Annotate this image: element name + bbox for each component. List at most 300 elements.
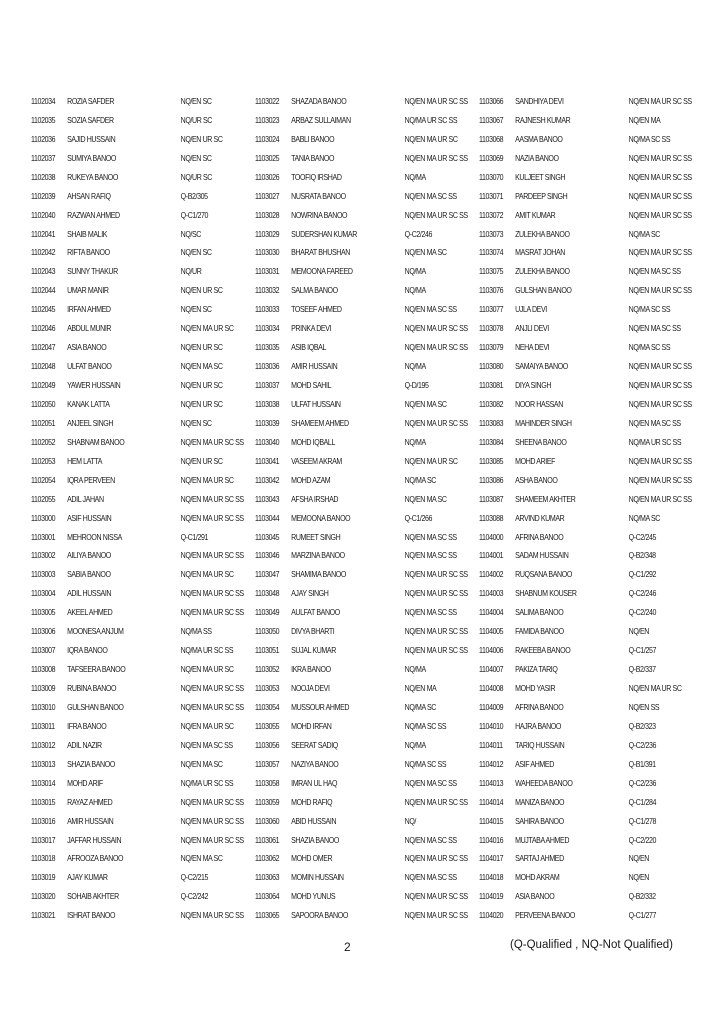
result-row bbox=[31, 528, 253, 547]
result-status: NQ/UR bbox=[180, 267, 202, 277]
roll-number: 1103003 bbox=[31, 570, 56, 580]
roll-number: 1103007 bbox=[31, 646, 56, 656]
result-row bbox=[479, 584, 701, 603]
qualification-legend: (Q-Qualified , NQ-Not Qualified) bbox=[510, 939, 673, 951]
roll-number: 1103042 bbox=[255, 475, 280, 485]
candidate-name: PRINKA DEVI bbox=[291, 324, 332, 334]
roll-number: 1103015 bbox=[31, 797, 56, 807]
roll-number: 1102036 bbox=[31, 134, 56, 144]
result-row bbox=[479, 168, 701, 187]
candidate-name: SUDERSHAN KUMAR bbox=[291, 229, 357, 239]
roll-number: 1103061 bbox=[255, 835, 280, 845]
result-status: Q-C2/240 bbox=[628, 608, 657, 618]
result-row bbox=[255, 357, 477, 376]
roll-number: 1102051 bbox=[31, 418, 56, 428]
result-row bbox=[255, 471, 477, 490]
result-status: NQ/MA SC bbox=[628, 229, 660, 239]
candidate-name: PARDEEP SINGH bbox=[515, 191, 568, 201]
result-row bbox=[31, 187, 253, 206]
roll-number: 1104007 bbox=[479, 665, 504, 675]
result-row bbox=[31, 565, 253, 584]
roll-number: 1103031 bbox=[255, 267, 280, 277]
roll-number: 1104000 bbox=[479, 532, 504, 542]
result-status: NQ/EN MA UR SC SS bbox=[628, 381, 692, 391]
result-row bbox=[255, 281, 477, 300]
roll-number: 1103036 bbox=[255, 362, 280, 372]
roll-number: 1103017 bbox=[31, 835, 56, 845]
candidate-name: ROZIA SAFDER bbox=[67, 96, 115, 106]
result-row bbox=[31, 679, 253, 698]
candidate-name: MUJTABA AHMED bbox=[515, 835, 570, 845]
roll-number: 1103062 bbox=[255, 854, 280, 864]
roll-number: 1103067 bbox=[479, 115, 504, 125]
result-status: NQ/EN MA UR SC SS bbox=[180, 437, 244, 447]
result-status: NQ/MA SC bbox=[404, 475, 436, 485]
candidate-name: NAZIYA BANOO bbox=[291, 759, 339, 769]
result-row bbox=[479, 755, 701, 774]
result-row bbox=[31, 130, 253, 149]
result-status: Q-B2/337 bbox=[628, 665, 656, 675]
result-status: NQ/EN MA SC bbox=[404, 248, 447, 258]
roll-number: 1102042 bbox=[31, 248, 56, 258]
roll-number: 1103064 bbox=[255, 892, 280, 902]
result-row bbox=[479, 906, 701, 925]
result-row bbox=[255, 338, 477, 357]
result-status: NQ/UR SC bbox=[180, 115, 212, 125]
result-column-2 bbox=[255, 92, 477, 925]
result-status: NQ/EN MA UR SC SS bbox=[628, 248, 692, 258]
result-status: NQ/MA bbox=[404, 665, 426, 675]
result-status: NQ/EN MA UR SC SS bbox=[404, 570, 468, 580]
result-status: NQ/EN MA UR SC SS bbox=[180, 702, 244, 712]
roll-number: 1104008 bbox=[479, 684, 504, 694]
result-row bbox=[255, 149, 477, 168]
candidate-name: ULFAT HUSSAIN bbox=[291, 399, 341, 409]
roll-number: 1103084 bbox=[479, 437, 504, 447]
candidate-name: VASEEM AKRAM bbox=[291, 456, 342, 466]
candidate-name: SHAZADA BANOO bbox=[291, 96, 347, 106]
candidate-name: ASHA BANOO bbox=[515, 475, 558, 485]
result-status: NQ/EN MA UR SC SS bbox=[404, 797, 468, 807]
roll-number: 1103079 bbox=[479, 343, 504, 353]
roll-number: 1102049 bbox=[31, 381, 56, 391]
result-row bbox=[479, 887, 701, 906]
result-status: Q-C1/291 bbox=[180, 532, 209, 542]
candidate-name: BHARAT BHUSHAN bbox=[291, 248, 351, 258]
result-row bbox=[479, 92, 701, 111]
roll-number: 1103088 bbox=[479, 513, 504, 523]
result-status: NQ/EN MA UR SC SS bbox=[628, 172, 692, 182]
candidate-name: SAMAIYA BANOO bbox=[515, 362, 568, 372]
result-row bbox=[31, 868, 253, 887]
result-status: NQ/EN MA UR SC SS bbox=[404, 627, 468, 637]
result-status: NQ/UR SC bbox=[180, 172, 212, 182]
result-status: NQ/EN bbox=[628, 854, 650, 864]
roll-number: 1104004 bbox=[479, 608, 504, 618]
result-status: NQ/EN MA UR SC SS bbox=[404, 589, 468, 599]
roll-number: 1103085 bbox=[479, 456, 504, 466]
result-row bbox=[31, 300, 253, 319]
result-status: NQ/EN MA bbox=[404, 684, 437, 694]
result-row bbox=[479, 149, 701, 168]
roll-number: 1103027 bbox=[255, 191, 280, 201]
result-row bbox=[255, 717, 477, 736]
roll-number: 1102054 bbox=[31, 475, 56, 485]
candidate-name: RUKEYA BANOO bbox=[67, 172, 118, 182]
result-row bbox=[479, 509, 701, 528]
result-status: Q-C1/266 bbox=[404, 513, 433, 523]
candidate-name: RUQSANA BANOO bbox=[515, 570, 572, 580]
result-status: NQ/EN MA UR SC SS bbox=[628, 494, 692, 504]
roll-number: 1103005 bbox=[31, 608, 56, 618]
result-row bbox=[31, 376, 253, 395]
result-row bbox=[479, 319, 701, 338]
roll-number: 1103045 bbox=[255, 532, 280, 542]
result-status: NQ/EN MA UR SC SS bbox=[628, 286, 692, 296]
candidate-name: RAYAZ AHMED bbox=[67, 797, 113, 807]
result-status: NQ/MA SC SS bbox=[404, 721, 447, 731]
result-row bbox=[255, 206, 477, 225]
candidate-name: KULJEET SINGH bbox=[515, 172, 566, 182]
roll-number: 1103019 bbox=[31, 873, 56, 883]
roll-number: 1103028 bbox=[255, 210, 280, 220]
result-status: Q-C2/246 bbox=[404, 229, 433, 239]
roll-number: 1103024 bbox=[255, 134, 280, 144]
candidate-name: RIFTA BANOO bbox=[67, 248, 110, 258]
result-row bbox=[31, 168, 253, 187]
roll-number: 1104001 bbox=[479, 551, 504, 561]
roll-number: 1104013 bbox=[479, 778, 504, 788]
result-status: NQ/MA UR SC SS bbox=[628, 437, 682, 447]
candidate-name: MOHD ARIEF bbox=[515, 456, 556, 466]
page-number: 2 bbox=[344, 940, 351, 954]
roll-number: 1104015 bbox=[479, 816, 504, 826]
candidate-name: MEMOONA BANOO bbox=[291, 513, 351, 523]
result-status: NQ/EN MA UR SC SS bbox=[628, 475, 692, 485]
roll-number: 1103010 bbox=[31, 702, 56, 712]
result-status: NQ/EN MA UR SC bbox=[180, 475, 234, 485]
result-row bbox=[255, 490, 477, 509]
candidate-name: SABIA BANOO bbox=[67, 570, 111, 580]
result-row bbox=[479, 300, 701, 319]
candidate-name: RUBINA BANOO bbox=[67, 684, 117, 694]
result-row bbox=[255, 774, 477, 793]
result-status: NQ/EN MA SC bbox=[180, 854, 223, 864]
roll-number: 1102053 bbox=[31, 456, 56, 466]
result-row bbox=[255, 528, 477, 547]
candidate-name: YAWER HUSSAIN bbox=[67, 381, 121, 391]
result-row bbox=[31, 831, 253, 850]
result-row bbox=[479, 622, 701, 641]
result-row bbox=[255, 225, 477, 244]
result-row bbox=[255, 433, 477, 452]
roll-number: 1103050 bbox=[255, 627, 280, 637]
result-status: NQ/EN MA UR SC SS bbox=[404, 646, 468, 656]
result-row bbox=[479, 281, 701, 300]
roll-number: 1103041 bbox=[255, 456, 280, 466]
result-status: NQ/EN MA SC bbox=[404, 494, 447, 504]
roll-number: 1104010 bbox=[479, 721, 504, 731]
result-row bbox=[31, 622, 253, 641]
candidate-name: NOOJA DEVI bbox=[291, 684, 330, 694]
candidate-name: TOSEEF AHMED bbox=[291, 305, 342, 315]
candidate-name: AMIR HUSSAIN bbox=[291, 362, 338, 372]
result-row bbox=[479, 452, 701, 471]
result-status: Q-C1/277 bbox=[628, 911, 657, 921]
candidate-name: AFROOZA BANOO bbox=[67, 854, 124, 864]
result-status: NQ/EN SC bbox=[180, 153, 212, 163]
roll-number: 1103014 bbox=[31, 778, 56, 788]
candidate-name: SUNNY THAKUR bbox=[67, 267, 118, 277]
candidate-name: SEERAT SADIQ bbox=[291, 740, 338, 750]
roll-number: 1103058 bbox=[255, 778, 280, 788]
result-status: NQ/EN SC bbox=[180, 418, 212, 428]
result-row bbox=[479, 187, 701, 206]
result-row bbox=[479, 357, 701, 376]
result-status: NQ/EN MA SC SS bbox=[404, 608, 457, 618]
result-row bbox=[31, 755, 253, 774]
result-row bbox=[479, 774, 701, 793]
result-status: Q-B1/391 bbox=[628, 759, 656, 769]
result-row bbox=[479, 850, 701, 869]
result-row bbox=[255, 622, 477, 641]
result-row bbox=[479, 471, 701, 490]
candidate-name: SHABNUM KOUSER bbox=[515, 589, 577, 599]
candidate-name: MAHINDER SINGH bbox=[515, 418, 572, 428]
result-status: NQ/EN MA SC SS bbox=[404, 835, 457, 845]
candidate-name: AKEEL AHMED bbox=[67, 608, 113, 618]
result-row bbox=[479, 812, 701, 831]
result-status: Q-B2/323 bbox=[628, 721, 656, 731]
roll-number: 1103059 bbox=[255, 797, 280, 807]
result-row bbox=[31, 471, 253, 490]
candidate-name: MOHD OMER bbox=[291, 854, 333, 864]
candidate-name: TANIA BANOO bbox=[291, 153, 335, 163]
roll-number: 1104009 bbox=[479, 702, 504, 712]
result-status: NQ/MA bbox=[404, 267, 426, 277]
result-status: NQ/MA bbox=[404, 740, 426, 750]
result-row bbox=[31, 414, 253, 433]
roll-number: 1104014 bbox=[479, 797, 504, 807]
roll-number: 1103056 bbox=[255, 740, 280, 750]
result-row bbox=[479, 376, 701, 395]
roll-number: 1103021 bbox=[31, 911, 56, 921]
roll-number: 1102043 bbox=[31, 267, 56, 277]
result-row bbox=[31, 206, 253, 225]
candidate-name: UMAR MANIR bbox=[67, 286, 109, 296]
candidate-name: SHAMEEM AKHTER bbox=[515, 494, 576, 504]
candidate-name: ARVIND KUMAR bbox=[515, 513, 565, 523]
result-row bbox=[255, 92, 477, 111]
result-row bbox=[255, 168, 477, 187]
roll-number: 1104019 bbox=[479, 892, 504, 902]
result-status: NQ/EN MA UR SC SS bbox=[180, 911, 244, 921]
candidate-name: TOOFIQ IRSHAD bbox=[291, 172, 342, 182]
candidate-name: AULFAT BANOO bbox=[291, 608, 340, 618]
result-row bbox=[479, 831, 701, 850]
roll-number: 1103032 bbox=[255, 286, 280, 296]
candidate-name: RAJNESH KUMAR bbox=[515, 115, 571, 125]
result-status: NQ/MA SC bbox=[404, 702, 436, 712]
roll-number: 1103083 bbox=[479, 418, 504, 428]
roll-number: 1103018 bbox=[31, 854, 56, 864]
roll-number: 1103025 bbox=[255, 153, 280, 163]
result-row bbox=[31, 717, 253, 736]
roll-number: 1103077 bbox=[479, 305, 504, 315]
roll-number: 1102044 bbox=[31, 286, 56, 296]
result-row bbox=[479, 868, 701, 887]
candidate-name: AJAY KUMAR bbox=[67, 873, 108, 883]
candidate-name: ADIL NAZIR bbox=[67, 740, 102, 750]
result-status: NQ/EN MA UR SC SS bbox=[180, 513, 244, 523]
result-row bbox=[255, 565, 477, 584]
candidate-name: MOHD IRFAN bbox=[291, 721, 332, 731]
candidate-name: HEM LATTA bbox=[67, 456, 103, 466]
result-status: NQ/EN MA UR SC bbox=[404, 134, 458, 144]
result-row bbox=[31, 774, 253, 793]
roll-number: 1103043 bbox=[255, 494, 280, 504]
roll-number: 1103073 bbox=[479, 229, 504, 239]
result-row bbox=[479, 679, 701, 698]
candidate-name: MOHD AKRAM bbox=[515, 873, 560, 883]
result-row bbox=[255, 812, 477, 831]
result-status: NQ/EN bbox=[628, 873, 650, 883]
roll-number: 1103037 bbox=[255, 381, 280, 391]
result-status: Q-C2/236 bbox=[628, 778, 657, 788]
result-row bbox=[255, 187, 477, 206]
candidate-name: SHABNAM BANOO bbox=[67, 437, 125, 447]
roll-number: 1103026 bbox=[255, 172, 280, 182]
roll-number: 1103016 bbox=[31, 816, 56, 826]
candidate-name: SHAMEEM AHMED bbox=[291, 418, 349, 428]
result-status: NQ/MA SC SS bbox=[628, 134, 671, 144]
candidate-name: NOOR HASSAN bbox=[515, 399, 563, 409]
roll-number: 1103011 bbox=[31, 721, 55, 731]
result-row bbox=[479, 698, 701, 717]
result-row bbox=[479, 603, 701, 622]
result-status: NQ/EN MA UR SC SS bbox=[404, 854, 468, 864]
result-status: NQ/EN MA UR SC SS bbox=[404, 911, 468, 921]
candidate-name: ARBAZ SULLAIMAN bbox=[291, 115, 351, 125]
roll-number: 1102050 bbox=[31, 399, 56, 409]
candidate-name: SHAZIA BANOO bbox=[291, 835, 339, 845]
result-status: NQ/EN MA UR SC SS bbox=[628, 456, 692, 466]
result-row bbox=[31, 660, 253, 679]
result-status: NQ/EN MA UR SC SS bbox=[404, 153, 468, 163]
roll-number: 1102039 bbox=[31, 191, 56, 201]
result-status: NQ/EN MA UR SC bbox=[180, 721, 234, 731]
result-status: NQ/EN MA SC SS bbox=[628, 418, 681, 428]
result-row bbox=[255, 906, 477, 925]
result-status: NQ/MA bbox=[404, 286, 426, 296]
result-status: NQ/EN MA SC SS bbox=[404, 778, 457, 788]
candidate-name: ANJLI DEVI bbox=[515, 324, 549, 334]
candidate-name: ZULEKHA BANOO bbox=[515, 267, 570, 277]
roll-number: 1103082 bbox=[479, 399, 504, 409]
roll-number: 1103066 bbox=[479, 96, 504, 106]
candidate-name: AILIYA BANOO bbox=[67, 551, 111, 561]
candidate-name: SALIMA BANOO bbox=[515, 608, 564, 618]
result-status: Q-C1/278 bbox=[628, 816, 657, 826]
result-status: NQ/EN MA UR SC SS bbox=[180, 797, 244, 807]
candidate-name: PAKIZA TARIQ bbox=[515, 665, 558, 675]
result-status: NQ/EN MA SC SS bbox=[180, 740, 233, 750]
roll-number: 1103040 bbox=[255, 437, 280, 447]
result-status: NQ/EN UR SC bbox=[180, 343, 223, 353]
candidate-name: SHAZIA BANOO bbox=[67, 759, 115, 769]
result-status: Q-C1/257 bbox=[628, 646, 657, 656]
candidate-name: SHEENA BANOO bbox=[515, 437, 567, 447]
result-status: Q-B2/305 bbox=[180, 191, 208, 201]
candidate-name: ADIL JAHAN bbox=[67, 494, 104, 504]
result-row bbox=[31, 850, 253, 869]
result-status: NQ/EN MA UR SC SS bbox=[180, 816, 244, 826]
result-status: NQ/EN MA SC SS bbox=[404, 532, 457, 542]
result-status: NQ/EN MA UR SC SS bbox=[180, 608, 244, 618]
result-row bbox=[31, 338, 253, 357]
roll-number: 1104006 bbox=[479, 646, 504, 656]
result-row bbox=[255, 547, 477, 566]
result-row bbox=[31, 584, 253, 603]
result-row bbox=[31, 603, 253, 622]
roll-number: 1102037 bbox=[31, 153, 56, 163]
result-status: NQ/EN MA SC bbox=[180, 759, 223, 769]
result-status: Q-C2/215 bbox=[180, 873, 209, 883]
result-row bbox=[255, 641, 477, 660]
result-row bbox=[479, 206, 701, 225]
candidate-name: IKRA BANOO bbox=[291, 665, 331, 675]
result-row bbox=[255, 376, 477, 395]
roll-number: 1103044 bbox=[255, 513, 280, 523]
candidate-name: RAKEEBA BANOO bbox=[515, 646, 571, 656]
roll-number: 1104002 bbox=[479, 570, 504, 580]
result-row bbox=[479, 262, 701, 281]
roll-number: 1103008 bbox=[31, 665, 56, 675]
candidate-name: UJLA DEVI bbox=[515, 305, 547, 315]
result-row bbox=[479, 717, 701, 736]
result-row bbox=[31, 357, 253, 376]
result-row bbox=[31, 547, 253, 566]
roll-number: 1102041 bbox=[31, 229, 56, 239]
result-status: NQ/EN MA UR SC SS bbox=[628, 210, 692, 220]
result-row bbox=[31, 111, 253, 130]
roll-number: 1103086 bbox=[479, 475, 504, 485]
result-row bbox=[479, 736, 701, 755]
candidate-name: AASMA BANOO bbox=[515, 134, 563, 144]
result-row bbox=[31, 887, 253, 906]
roll-number: 1103087 bbox=[479, 494, 504, 504]
result-row bbox=[479, 225, 701, 244]
candidate-name: SHAMIMA BANOO bbox=[291, 570, 346, 580]
result-status: NQ/MA bbox=[404, 172, 426, 182]
result-status: NQ/EN SC bbox=[180, 248, 212, 258]
roll-number: 1103000 bbox=[31, 513, 56, 523]
result-status: NQ/EN bbox=[628, 627, 650, 637]
result-row bbox=[255, 319, 477, 338]
roll-number: 1103049 bbox=[255, 608, 280, 618]
candidate-name: MOHD RAFIQ bbox=[291, 797, 333, 807]
candidate-name: MUSSOUR AHMED bbox=[291, 702, 350, 712]
result-status: NQ/EN SS bbox=[628, 702, 660, 712]
result-row bbox=[31, 509, 253, 528]
result-status: NQ/EN UR SC bbox=[180, 456, 223, 466]
result-row bbox=[255, 679, 477, 698]
candidate-name: TARIQ HUSSAIN bbox=[515, 740, 565, 750]
candidate-name: ASIF AHMED bbox=[515, 759, 554, 769]
result-status: Q-D/195 bbox=[404, 381, 429, 391]
result-status: NQ/EN MA UR SC SS bbox=[404, 892, 468, 902]
candidate-name: SOHAIB AKHTER bbox=[67, 892, 119, 902]
